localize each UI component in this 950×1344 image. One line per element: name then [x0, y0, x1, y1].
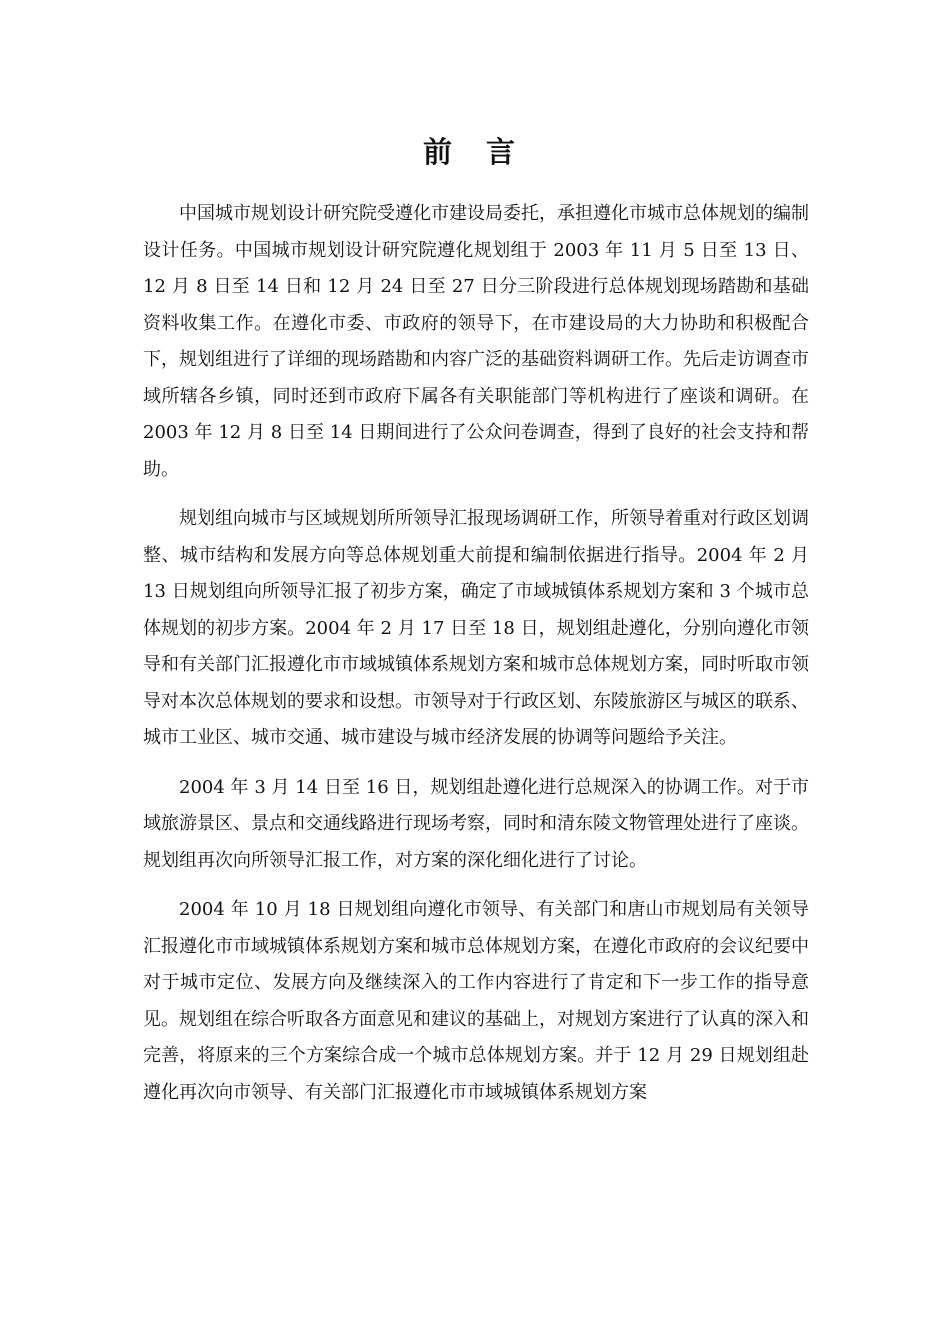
paragraph: 2004 年 3 月 14 日至 16 日，规划组赴遵化进行总规深入的协调工作。对于市域旅游景区、景点和交通线路进行现场考察，同时和清东陵文物管理处进行了座谈。规划组再次向所领导汇报工作，对方案的深化细化进行了讨论。 [143, 776, 809, 871]
paragraph: 中国城市规划设计研究院受遵化市建设局委托，承担遵化市城市总体规划的编制设计任务。中国城市规划设计研究院遵化规划组于 2003 年 11 月 5 日至 13 日、12 月 8 日至 14 日和 12 月 24 日至 27 日分三阶段进行总体规划现场踏勘和基础资料收集工作。在遵化市委、市政府的领导下，在市建设局的大力协助和积极配合下，规划组进行了详细的现场踏勘和内容广泛的基础资料调研工作。先后走访调查市域所辖各乡镇，同时还到市政府下属各有关职能部门等机构进行了座谈和调研。在 2003 年 12 月 8 日至 14 日期间进行了公众问卷调查，得到了良好的社会支持和帮助。 [143, 203, 809, 480]
paragraph: 规划组向城市与区域规划所所领导汇报现场调研工作，所领导着重对行政区划调整、城市结构和发展方向等总体规划重大前提和编制依据进行指导。2004 年 2 月 13 日规划组向所领导汇报了初步方案，确定了市域城镇体系规划方案和 3 个城市总体规划的初步方案。2004 年 2 月 17 日至 18 日，规划组赴遵化，分别向遵化市领导和有关部门汇报遵化市市域城镇体系规划方案和城市总体规划方案，同时听取市领导对本次总体规划的要求和设想。市领导对于行政区划、东陵旅游区与城区的联系、城市工业区、城市交通、城市建设与城市经济发展的协调等问题给予关注。 [143, 508, 809, 748]
page-title: 前 言 [422, 135, 528, 169]
paragraph: 2004 年 10 月 18 日规划组向遵化市领导、有关部门和唐山市规划局有关领导汇报遵化市市域城镇体系规划方案和城市总体规划方案，在遵化市政府的会议纪要中对于城市定位、发展方向及继续深入的工作内容进行了肯定和下一步工作的指导意见。规划组在综合听取各方面意见和建议的基础上，对规划方案进行了认真的深入和完善，将原来的三个方案综合成一个城市总体规划方案。并于 12 月 29 日规划组赴遵化再次向市领导、有关部门汇报遵化市市域城镇体系规划方案 [143, 899, 809, 1103]
preface-body [143, 196, 809, 1124]
